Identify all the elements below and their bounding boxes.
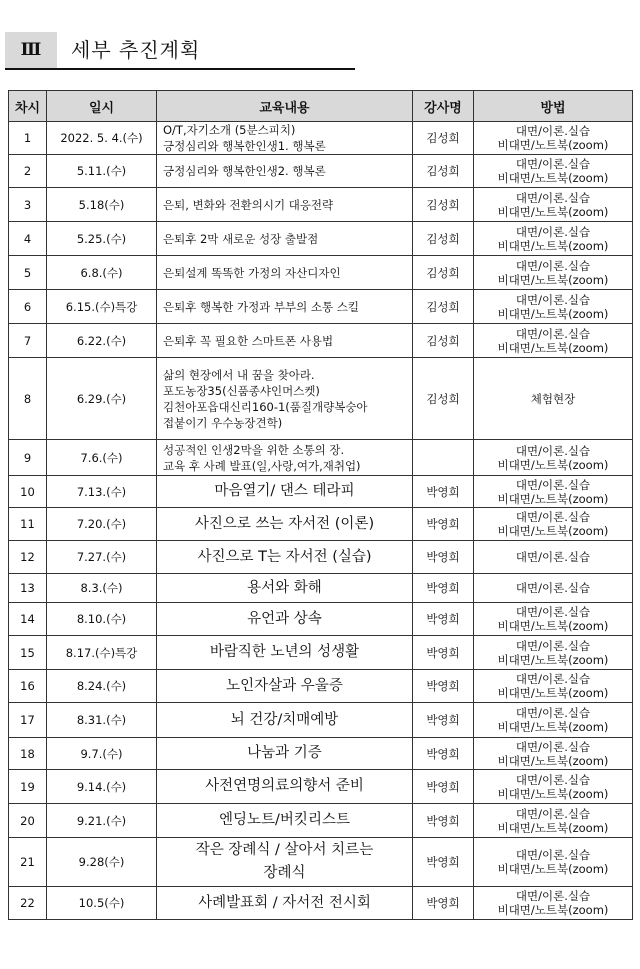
session-method [474, 670, 633, 703]
content-line: O/T,자기소개 (5분스피치) [163, 123, 296, 137]
content-line: 은퇴후 꼭 필요한 스마트폰 사용법 [163, 333, 334, 348]
session-number: 8 [9, 358, 47, 440]
method-line: 대면/이론.실습 [515, 581, 591, 595]
session-instructor: 박영희 [413, 770, 474, 804]
session-number: 2 [9, 155, 47, 188]
method-line: 대면/이론.실습 [515, 706, 591, 720]
session-content [157, 256, 413, 290]
method-line: 비대면/노트북(zoom) [497, 903, 609, 917]
table-row [9, 222, 633, 256]
method-line: 대면/이론.실습 [515, 739, 591, 754]
session-date: 6.8.(수) [47, 256, 157, 290]
method-line: 비대면/노트북(zoom) [497, 204, 609, 219]
method-line: 비대면/노트북(zoom) [497, 340, 609, 355]
method-line: 비대면/노트북(zoom) [497, 686, 609, 700]
session-date: 9.28(수) [47, 838, 157, 887]
session-number: 6 [9, 290, 47, 324]
schedule-table [8, 90, 633, 920]
session-date: 10.5(수) [47, 887, 157, 920]
session-instructor: 박영희 [413, 636, 474, 670]
session-date: 8.3.(수) [47, 574, 157, 603]
session-date: 6.29.(수) [47, 358, 157, 440]
content-line: 마음열기/ 댄스 테라피 [214, 483, 355, 499]
session-method [474, 838, 633, 887]
method-line: 대면/이론.실습 [515, 638, 591, 653]
session-number: 1 [9, 122, 47, 155]
content-line: 사진으로 쓰는 자서전 (이론) [194, 515, 375, 532]
section-number: Ⅲ [5, 32, 57, 68]
method-line: 대면/이론.실습 [515, 224, 591, 239]
content-line: 삶의 현장에서 내 꿈을 찾아라. [163, 367, 315, 382]
session-number: 4 [9, 222, 47, 256]
table-row [9, 887, 633, 920]
session-number: 3 [9, 188, 47, 222]
header-rule [5, 68, 355, 70]
session-instructor: 박영희 [413, 508, 474, 541]
method-line: 비대면/노트북(zoom) [497, 720, 609, 734]
table-row [9, 440, 633, 476]
table-row [9, 324, 633, 358]
content-line: 사진으로 T는 자서전 (실습) [197, 548, 372, 565]
session-instructor: 김성희 [413, 256, 474, 290]
session-content [157, 222, 413, 256]
header-instructor: 강사명 [413, 91, 474, 122]
session-instructor: 박영희 [413, 804, 474, 838]
session-instructor: 김성희 [413, 324, 474, 358]
method-line: 대면/이론.실습 [515, 672, 591, 686]
session-number: 18 [9, 738, 47, 770]
content-line: 접붙이기 우수농장견학) [163, 415, 283, 430]
content-line: 긍정심리와 행복한인생1. 행복론 [163, 139, 326, 153]
method-line: 대면/이론.실습 [515, 157, 591, 171]
session-method [474, 122, 633, 155]
method-line: 대면/이론.실습 [515, 190, 591, 205]
session-date: 8.31.(수) [47, 703, 157, 738]
method-line: 비대면/노트북(zoom) [497, 138, 609, 152]
content-line: 유언과 상속 [247, 610, 322, 627]
table-row [9, 670, 633, 703]
session-instructor: 김성희 [413, 188, 474, 222]
session-date: 7.6.(수) [47, 440, 157, 476]
content-line: 장례식 [263, 865, 306, 881]
session-instructor: 박영희 [413, 887, 474, 920]
session-number: 10 [9, 476, 47, 508]
method-line: 대면/이론.실습 [515, 605, 591, 619]
table-header-row [9, 91, 633, 122]
session-number: 13 [9, 574, 47, 603]
session-instructor: 김성희 [413, 290, 474, 324]
session-method [474, 155, 633, 188]
method-line: 대면/이론.실습 [515, 772, 591, 787]
session-content [157, 155, 413, 188]
session-instructor [413, 440, 474, 476]
session-method [474, 770, 633, 804]
table-row [9, 636, 633, 670]
session-content [157, 603, 413, 636]
table-row [9, 476, 633, 508]
session-instructor: 박영희 [413, 476, 474, 508]
session-instructor: 박영희 [413, 670, 474, 703]
session-instructor: 박영희 [413, 541, 474, 574]
table-row [9, 290, 633, 324]
session-content [157, 574, 413, 603]
session-number: 19 [9, 770, 47, 804]
method-line: 대면/이론.실습 [515, 848, 591, 862]
session-method [474, 290, 633, 324]
session-method [474, 603, 633, 636]
session-number: 7 [9, 324, 47, 358]
method-line: 대면/이론.실습 [515, 258, 591, 273]
method-line: 비대면/노트북(zoom) [497, 619, 609, 633]
session-method [474, 703, 633, 738]
method-line: 대면/이론.실습 [515, 477, 591, 492]
method-line: 비대면/노트북(zoom) [497, 306, 609, 321]
session-number: 14 [9, 603, 47, 636]
method-line: 비대면/노트북(zoom) [497, 786, 609, 801]
table-row [9, 122, 633, 155]
header-method: 방법 [474, 91, 633, 122]
session-date: 9.7.(수) [47, 738, 157, 770]
table-row [9, 508, 633, 541]
session-date: 8.17.(수)특강 [47, 636, 157, 670]
content-line: 은퇴, 변화와 전환의시기 대응전략 [163, 197, 334, 212]
session-content [157, 508, 413, 541]
table-row [9, 541, 633, 574]
session-number: 21 [9, 838, 47, 887]
session-method [474, 358, 633, 440]
session-instructor: 박영희 [413, 703, 474, 738]
session-number: 11 [9, 508, 47, 541]
session-number: 5 [9, 256, 47, 290]
method-line: 대면/이론.실습 [515, 550, 591, 564]
session-number: 12 [9, 541, 47, 574]
session-instructor: 김성희 [413, 122, 474, 155]
method-line: 대면/이론.실습 [515, 443, 591, 458]
session-instructor: 김성희 [413, 155, 474, 188]
method-line: 대면/이론.실습 [515, 292, 591, 307]
header-session: 차시 [9, 91, 47, 122]
session-content [157, 324, 413, 358]
session-method [474, 804, 633, 838]
session-method [474, 508, 633, 541]
content-line: 엔딩노트/버킷리스트 [219, 812, 350, 828]
session-date: 8.10.(수) [47, 603, 157, 636]
table-row [9, 574, 633, 603]
session-content [157, 636, 413, 670]
session-content [157, 541, 413, 574]
session-date: 7.13.(수) [47, 476, 157, 508]
table-row [9, 155, 633, 188]
table-row [9, 738, 633, 770]
content-line: 작은 장례식 / 살아서 치르는 [195, 842, 374, 858]
session-method [474, 222, 633, 256]
method-line: 대면/이론.실습 [515, 806, 591, 821]
header-content: 교육내용 [157, 91, 413, 122]
table-body [9, 122, 633, 920]
session-content [157, 887, 413, 920]
session-date: 5.18(수) [47, 188, 157, 222]
session-content [157, 358, 413, 440]
content-line: 긍정심리와 행복한인생2. 행복론 [163, 164, 326, 178]
content-line: 성공적인 인생2막을 위한 소통의 장. [163, 442, 345, 457]
method-line: 비대면/노트북(zoom) [497, 862, 609, 876]
content-line: 은퇴후 2막 새로운 성장 출발점 [163, 231, 319, 246]
session-content [157, 440, 413, 476]
session-content [157, 838, 413, 887]
content-line: 바람직한 노년의 성생활 [209, 644, 360, 660]
session-content [157, 804, 413, 838]
session-number: 16 [9, 670, 47, 703]
session-instructor: 박영희 [413, 574, 474, 603]
session-method [474, 738, 633, 770]
content-line: 나눔과 기증 [247, 745, 322, 761]
session-instructor: 박영희 [413, 838, 474, 887]
session-content [157, 703, 413, 738]
session-method [474, 636, 633, 670]
method-line: 비대면/노트북(zoom) [497, 171, 609, 185]
session-content [157, 770, 413, 804]
method-line: 비대면/노트북(zoom) [497, 272, 609, 287]
session-content [157, 738, 413, 770]
session-date: 7.20.(수) [47, 508, 157, 541]
table-row [9, 703, 633, 738]
session-method [474, 887, 633, 920]
section-header [5, 32, 355, 70]
session-method [474, 188, 633, 222]
session-date: 5.11.(수) [47, 155, 157, 188]
session-date: 9.21.(수) [47, 804, 157, 838]
table-row [9, 188, 633, 222]
session-date: 9.14.(수) [47, 770, 157, 804]
method-line: 체험현장 [530, 391, 576, 406]
method-line: 비대면/노트북(zoom) [497, 652, 609, 667]
session-number: 9 [9, 440, 47, 476]
content-line: 사례발표회 / 자서전 전시회 [198, 894, 371, 911]
table-row [9, 838, 633, 887]
method-line: 비대면/노트북(zoom) [497, 491, 609, 506]
session-number: 17 [9, 703, 47, 738]
session-date: 6.22.(수) [47, 324, 157, 358]
session-date: 5.25.(수) [47, 222, 157, 256]
table-row [9, 358, 633, 440]
session-method [474, 440, 633, 476]
content-line: 은퇴후 행복한 가정과 부부의 소통 스킬 [163, 299, 360, 314]
method-line: 비대면/노트북(zoom) [497, 753, 609, 768]
table-row [9, 603, 633, 636]
content-line: 교육 후 사례 발표(일,사랑,여가,재취업) [163, 458, 361, 473]
session-date: 8.24.(수) [47, 670, 157, 703]
content-line: 사전연명의료의향서 준비 [205, 778, 364, 794]
content-line: 은퇴설계 똑똑한 가정의 자산디자인 [163, 265, 341, 280]
method-line: 비대면/노트북(zoom) [497, 238, 609, 253]
content-line: 뇌 건강/치매예방 [230, 711, 339, 728]
session-number: 22 [9, 887, 47, 920]
content-line: 김천아포읍대신리160-1(품질개량복숭아 [163, 399, 368, 414]
session-method [474, 574, 633, 603]
content-line: 용서와 화해 [247, 579, 322, 596]
method-line: 대면/이론.실습 [515, 510, 591, 524]
method-line: 대면/이론.실습 [515, 124, 591, 138]
table-row [9, 804, 633, 838]
method-line: 비대면/노트북(zoom) [497, 524, 609, 538]
session-method [474, 476, 633, 508]
session-content [157, 476, 413, 508]
session-number: 20 [9, 804, 47, 838]
session-content [157, 122, 413, 155]
session-content [157, 670, 413, 703]
table-row [9, 770, 633, 804]
session-date: 2022. 5. 4.(수) [47, 122, 157, 155]
session-method [474, 541, 633, 574]
session-number: 15 [9, 636, 47, 670]
method-line: 대면/이론.실습 [515, 889, 591, 903]
method-line: 비대면/노트북(zoom) [497, 457, 609, 472]
session-instructor: 박영희 [413, 603, 474, 636]
session-instructor: 김성희 [413, 222, 474, 256]
session-method [474, 324, 633, 358]
content-line: 포도농장35(신품종샤인머스켓) [163, 383, 320, 398]
session-content [157, 290, 413, 324]
session-instructor: 박영희 [413, 738, 474, 770]
method-line: 비대면/노트북(zoom) [497, 820, 609, 835]
session-instructor: 김성희 [413, 358, 474, 440]
section-title: 세부 추진계획 [71, 38, 201, 62]
session-content [157, 188, 413, 222]
session-method [474, 256, 633, 290]
session-date: 7.27.(수) [47, 541, 157, 574]
content-line: 노인자살과 우울증 [226, 677, 343, 694]
table-row [9, 256, 633, 290]
method-line: 대면/이론.실습 [515, 326, 591, 341]
session-date: 6.15.(수)특강 [47, 290, 157, 324]
header-date: 일시 [47, 91, 157, 122]
